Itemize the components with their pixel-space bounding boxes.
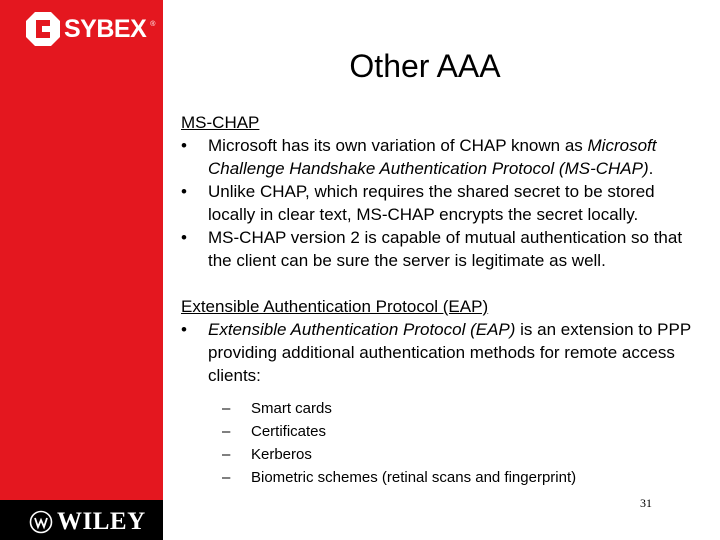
sub-bullet-item: [222, 443, 701, 466]
trademark-symbol: ®: [150, 21, 156, 28]
bullet-marker: •: [181, 182, 187, 201]
bullet-text: [208, 134, 701, 180]
wiley-footer-bar: [0, 500, 163, 540]
bullet-marker: •: [181, 136, 187, 155]
sub-bullet-marker: –: [222, 400, 231, 417]
slide-content: [181, 111, 701, 489]
bullet-text: [208, 180, 701, 226]
bullet-marker: •: [181, 228, 187, 247]
wiley-logo: [29, 508, 146, 536]
bullet-text-part-italic: Extensible Authentication Protocol (EAP): [208, 320, 516, 339]
sub-bullet-text: Smart cards: [251, 400, 332, 417]
sub-bullet-list: [222, 397, 701, 489]
sub-bullet-marker: –: [222, 423, 231, 440]
bullet-item: [181, 134, 701, 180]
sub-bullet-item: [222, 420, 701, 443]
slide-title: Other AAA: [349, 48, 501, 84]
wiley-wordmark: WILEY: [57, 508, 146, 535]
sub-bullet-item: [222, 466, 701, 489]
bullet-text-part: is an extension to PPP providing additional authentication methods for remote access clients:: [208, 320, 691, 385]
section-heading: MS-CHAP: [181, 113, 260, 132]
wiley-emblem-icon: [29, 510, 53, 534]
bullet-item: [181, 318, 701, 387]
branding-sidebar: [0, 0, 163, 540]
bullet-item: [181, 226, 701, 272]
sub-bullet-marker: –: [222, 446, 231, 463]
sybex-logo: [26, 12, 155, 46]
section-eap: [181, 295, 701, 489]
bullet-text-part: .: [648, 159, 654, 178]
bullet-text: [208, 318, 701, 387]
bullet-text-part: Microsoft has its own variation of CHAP known as: [208, 136, 588, 155]
sub-bullet-marker: –: [222, 469, 231, 486]
bullet-item: [181, 180, 701, 226]
bullet-text: [208, 226, 701, 272]
sub-bullet-text: Certificates: [251, 423, 327, 440]
sybex-logo-icon: [26, 12, 60, 46]
sub-bullet-text: Biometric schemes (retinal scans and fingerprint): [251, 469, 577, 486]
bullet-text-part: Unlike CHAP, which requires the shared secret to be stored locally in clear text, MS-CHAP encrypts the secret locally.: [208, 182, 655, 224]
section-spacer: [181, 272, 701, 295]
bullet-text-part-italic: Microsoft Challenge Handshake Authentication Protocol (MS-CHAP): [208, 136, 657, 178]
page-number: 31: [640, 496, 652, 510]
sub-bullet-text: Kerberos: [251, 446, 312, 463]
section-heading: Extensible Authentication Protocol (EAP): [181, 297, 489, 316]
section-ms-chap: [181, 111, 701, 272]
sybex-wordmark: SYBEX: [64, 14, 147, 43]
bullet-marker: •: [181, 320, 187, 339]
bullet-text-part: MS-CHAP version 2 is capable of mutual authentication so that the client can be sure the server is legitimate as well.: [208, 228, 683, 270]
sub-bullet-item: [222, 397, 701, 420]
